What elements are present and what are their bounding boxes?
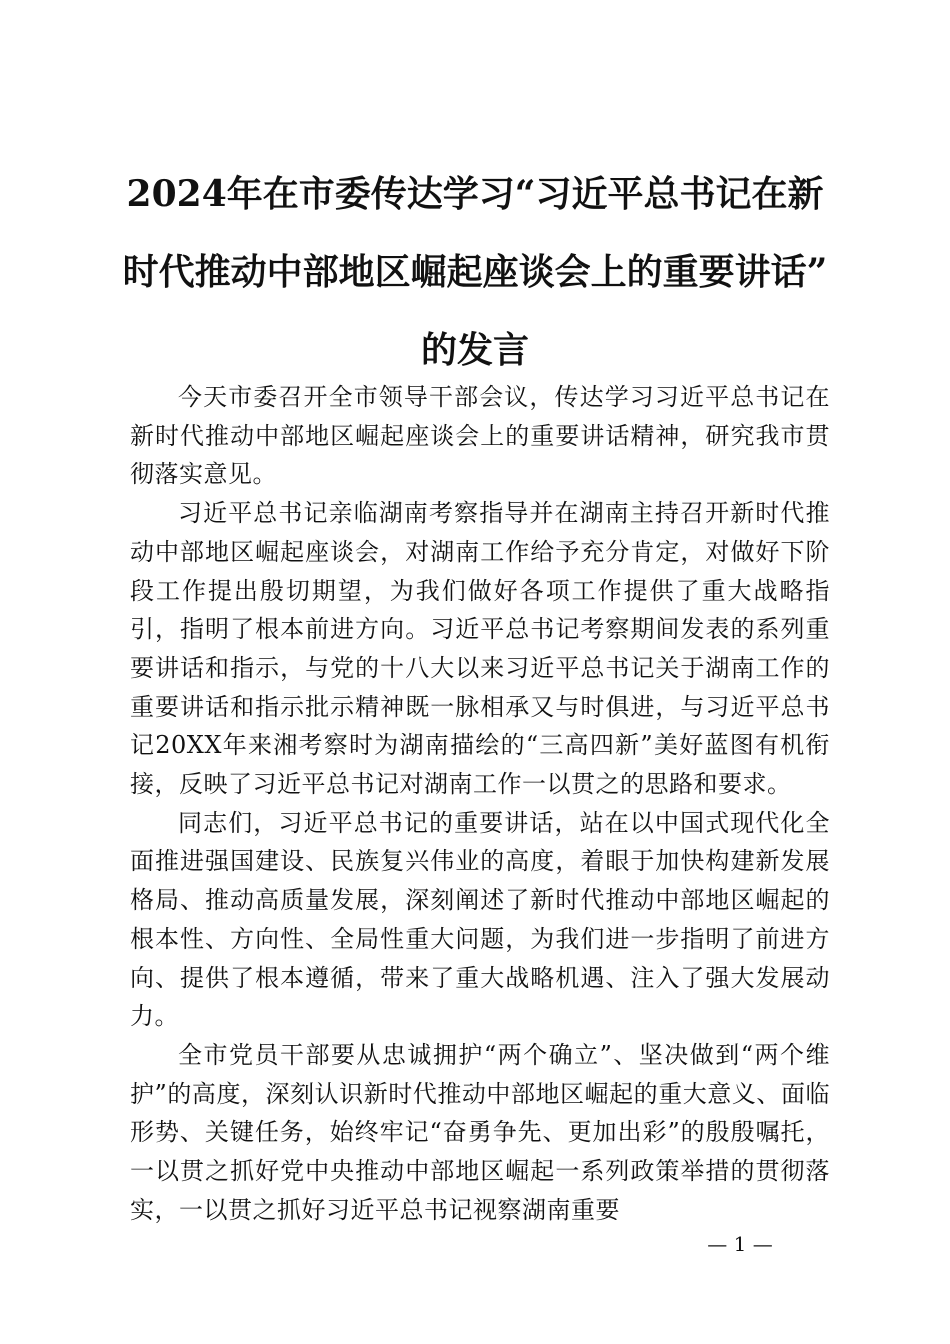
document-body (130, 378, 830, 1229)
page-number: — 1 — (707, 1232, 773, 1256)
paragraph: 同志们，习近平总书记的重要讲话，站在以中国式现代化全面推进强国建设、民族复兴伟业的高度，着眼于加快构建新发展格局、推动高质量发展，深刻阐述了新时代推动中部地区崛起的根本性、方向性、全局性重大问题，为我们进一步指明了前进方向、提供了根本遵循，带来了重大战略机遇、注入了强大发展动力。 (130, 808, 830, 1031)
title-line: 的发言 (420, 329, 529, 371)
title-line: 2024年在市委传达学习“习近平总书记在新 (126, 173, 824, 215)
title-line: 时代推动中部地区崛起座谈会上的重要讲话” (122, 251, 828, 293)
paragraph: 今天市委召开全市领导干部会议，传达学习习近平总书记在新时代推动中部地区崛起座谈会上的重要讲话精神，研究我市贯彻落实意见。 (130, 383, 830, 489)
paragraph: 全市党员干部要从忠诚拥护“两个确立”、坚决做到“两个维护”的高度，深刻认识新时代推动中部地区崛起的重大意义、面临形势、关键任务，始终牢记“奋勇争先、更加出彩”的殷殷嘱托，一以贯之抓好党中央推动中部地区崛起一系列政策举措的贯彻落实，一以贯之抓好习近平总书记视察湖南重要 (130, 1040, 830, 1224)
document-title (120, 155, 830, 389)
paragraph: 习近平总书记亲临湖南考察指导并在湖南主持召开新时代推动中部地区崛起座谈会，对湖南工作给予充分肯定，对做好下阶段工作提出殷切期望，为我们做好各项工作提供了重大战略指引，指明了根本前进方向。习近平总书记考察期间发表的系列重要讲话和指示，与党的十八大以来习近平总书记关于湖南工作的重要讲话和指示批示精神既一脉相承又与时俱进，与习近平总书记20XX年来湘考察时为湖南描绘的“三高四新”美好蓝图有机衔接，反映了习近平总书记对湖南工作一以贯之的思路和要求。 (130, 499, 830, 799)
